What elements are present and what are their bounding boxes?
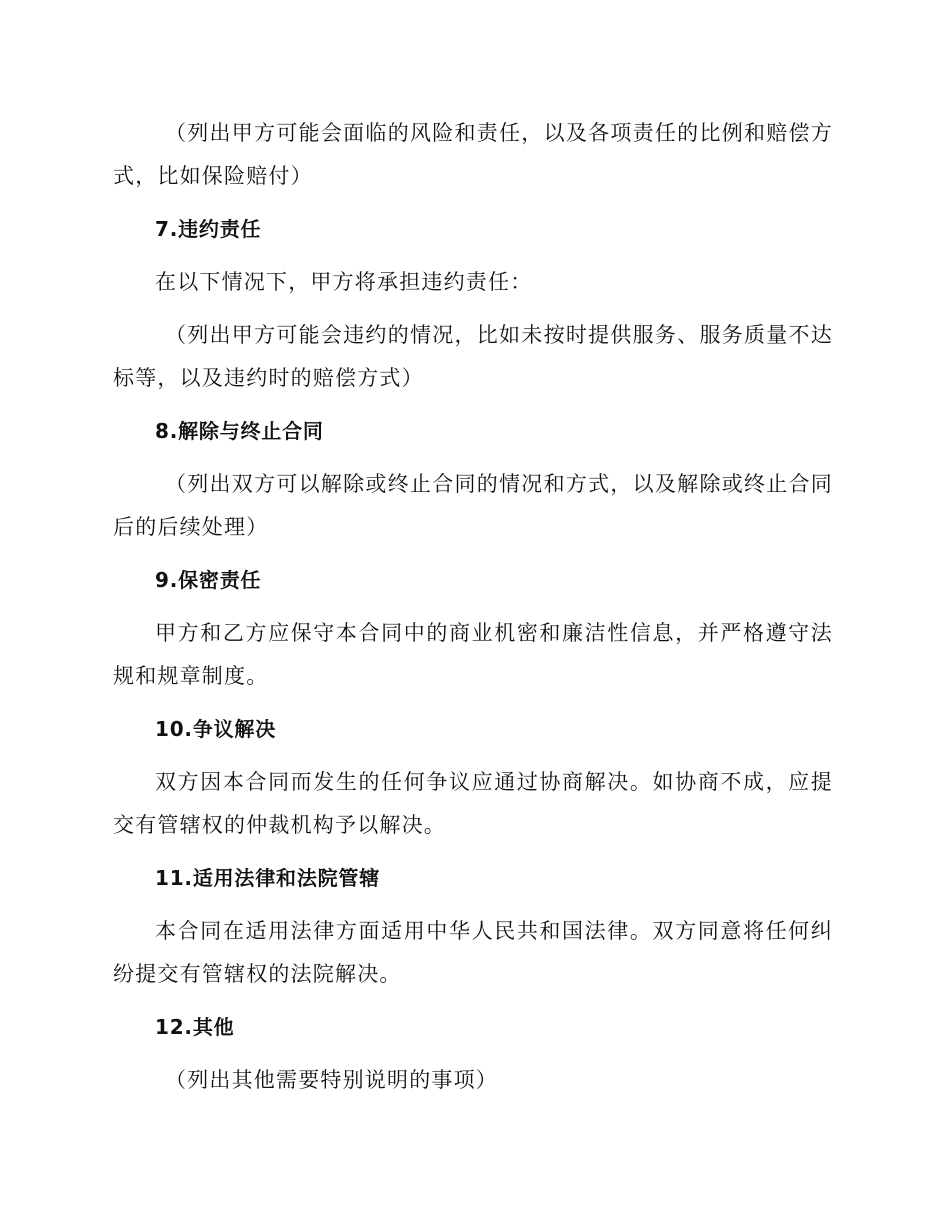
section-11-body: 本合同在适用法律方面适用中华人民共和国法律。双方同意将任何纠纷提交有管辖权的法院解决。 xyxy=(113,919,833,986)
section-7-heading: 7.违约责任 xyxy=(155,217,262,241)
section-8-note: （列出双方可以解除或终止合同的情况和方式，以及解除或终止合同后的后续处理） xyxy=(113,472,833,539)
section-8-heading: 8.解除与终止合同 xyxy=(155,419,324,443)
section-10-heading: 10.争议解决 xyxy=(155,717,277,741)
section-9-body: 甲方和乙方应保守本合同中的商业机密和廉洁性信息，并严格遵守法规和规章制度。 xyxy=(113,621,833,688)
section-11-heading: 11.适用法律和法院管辖 xyxy=(155,866,381,890)
risk-liability-note: （列出甲方可能会面临的风险和责任，以及各项责任的比例和赔偿方式，比如保险赔付） xyxy=(113,121,833,188)
document-page xyxy=(113,112,833,1112)
section-12-note: （列出其他需要特别说明的事项） xyxy=(165,1068,498,1092)
section-9-heading: 9.保密责任 xyxy=(155,568,262,592)
section-7-intro: 在以下情况下，甲方将承担违约责任： xyxy=(155,270,533,294)
section-7-note: （列出甲方可能会违约的情况，比如未按时提供服务、服务质量不达标等，以及违约时的赔偿方式） xyxy=(113,323,833,390)
section-10-body: 双方因本合同而发生的任何争议应通过协商解决。如协商不成，应提交有管辖权的仲裁机构予以解决。 xyxy=(113,770,833,837)
section-12-heading: 12.其他 xyxy=(155,1015,235,1039)
